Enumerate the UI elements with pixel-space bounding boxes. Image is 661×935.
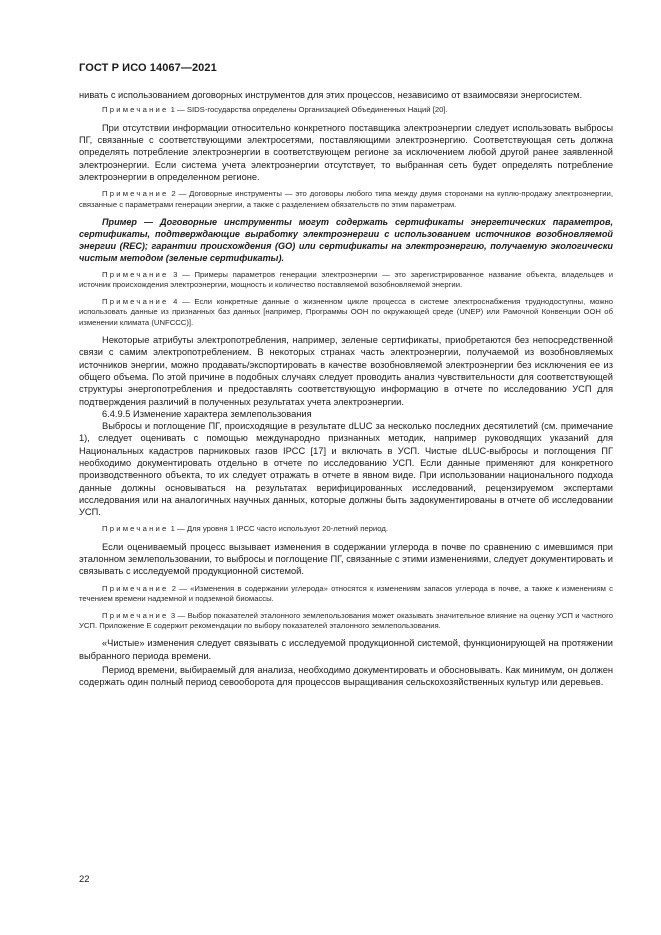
- note-4-databases: [79, 297, 613, 328]
- note-text: 4 — Если конкретные данные о жизненном цикле процесса в системе электроснабжения труднодоступны, можно использовать данные из признанных баз данных [например, Программы ООН по окружающей среде (UNEP) или Рамочной Конвенции ООН об изменении климата (UNFCCC)].: [79, 296, 613, 327]
- document-body: [79, 89, 613, 689]
- note-label: Примечание: [102, 296, 169, 306]
- paragraph-dluc-emissions: Выбросы и поглощение ПГ, происходящие в результате dLUC за несколько последних десятилетий (см. примечание 1), следует оценивать с помощью международно признанных методик, например руководящих указаний для Национальных кадастров парниковых газов IPCC [17] и включать в УСП. Чистые dLUC-выбросы и поглощения ПГ необходимо документировать отдельно в отчете по исследованию УСП. Если данные применяют для конкретного производственного объекта, то их следует отражать в отчете в явном виде. При использовании национального подхода данные должны основываться на результатах верифицированных исследований, рецензируемом экспертами исследования или на аналогичных научных данных, которые должны быть задокументированы в отчете об исследовании УСП.: [79, 421, 613, 518]
- paragraph-time-period: Период времени, выбираемый для анализа, необходимо документировать и обосновывать. Как минимум, он должен содержать один полный период севооборота для процессов выращивания сельскохозяйственных культур или деревьев.: [79, 665, 613, 688]
- page-number: 22: [79, 874, 90, 885]
- paragraph-soil-carbon: Если оцениваемый процесс вызывает изменения в содержании углерода в почве по сравнению с имевшимся при эталонном землепользовании, то выбросы и поглощение ПГ, связанные с этими изменениями, следует документировать и связывать с исследуемой продукционной системой.: [79, 541, 613, 577]
- paragraph-green-certificates: Некоторые атрибуты электропотребления, например, зеленые сертификаты, приобретаются без непосредственной связи с самим электропотреблением. В некоторых странах часть электроэнергии, получаемой из возобновляемых источников энергии, можно продавать/экспортировать в качестве возобновляемой электроэнергии без исключения ее из общего объема. По этой причине в подобных случаях следует проводить анализ чувствительности для соответствующей структуры энергопотребления и предоставлять соответствующую информацию в отчете по исследованию УСП для подтверждения различий в полученных результатах учета электроэнергии.: [79, 335, 613, 407]
- note-label: Примечание: [102, 583, 169, 593]
- paragraph-net-changes: «Чистые» изменения следует связывать с исследуемой продукционной системой, функционирующей на протяжении выбранного периода времени.: [79, 638, 613, 661]
- paragraph-continuation: нивать с использованием договорных инструментов для этих процессов, независимо от взаимосвязи энергосистем.: [79, 90, 583, 100]
- section-heading-land-use-change: 6.4.9.5 Изменение характера землепользования: [102, 408, 312, 419]
- note-1-sids: [79, 105, 613, 115]
- note-3-generation-params: [79, 270, 613, 291]
- paragraph-grid-electricity: При отсутствии информации относительно конкретного поставщика электроэнергии следует использовать выбросы ПГ, связанные с соответствующими электросетями, поставляющими электроэнергию. Соответствующая сеть должна определять потребление электроэнергии в соответствующем регионе за исключением любой другой ранее заявленной электроэнергии. Если система учета электроэнергии отсутствует, то выбранная сеть будет определять потребление электроэнергии в определенном регионе.: [79, 122, 613, 182]
- example-certificates: Пример — Договорные инструменты могут содержать сертификаты энергетических параметров, сертификаты, подтверждающие выработку электроэнергии с использованием источников возобновляемой энергии (REC); гарантии происхождения (GO) или сертификаты на электроэнергию, получаемую экологически чистым методом (зеленые сертификаты).: [79, 217, 613, 263]
- note-text: 1 — Для уровня 1 IPCC часто используют 20-летний период.: [168, 524, 388, 534]
- note-text: 3 — Выбор показателей эталонного землепользования может оказывать значительное влияние на оценку УСП и частного УСП. Приложение Е содержит рекомендации по выбору показателей эталонного землепользования.: [79, 610, 613, 630]
- note-1-ipcc-tier: [79, 524, 613, 534]
- note-label: Примечание: [102, 105, 169, 115]
- note-label: Примечание: [102, 524, 169, 534]
- note-text: 1 — SIDS-государства определены Организацией Объединенных Наций [20].: [168, 105, 448, 115]
- note-label: Примечание: [102, 189, 169, 199]
- note-label: Примечание: [102, 270, 169, 279]
- note-label: Примечание: [102, 610, 169, 620]
- note-2-contract-instruments: [79, 189, 613, 210]
- note-3-reference-land-use: [79, 611, 613, 632]
- note-2-carbon-content: [79, 584, 613, 605]
- note-text: 2 — Договорные инструменты — это договоры любого типа между двумя сторонами на куплю-продажу электроэнергии, связанные с параметрами генерации энергии, а также с разделением обязательств по этим параметрам.: [79, 189, 613, 209]
- note-text: 3 — Примеры параметров генерации электроэнергии — это зарегистрированное название объекта, владельцев и источник происхождения электроэнергии, мощность и количество поставляемой возобновляемой энергии.: [79, 270, 613, 290]
- standard-header: ГОСТ Р ИСО 14067—2021: [79, 62, 217, 74]
- note-text: 2 — «Изменения в содержании углерода» относятся к изменениям запасов углерода в почве, а также к изменениям с течением времени надземной и подземной биомассы.: [79, 583, 613, 604]
